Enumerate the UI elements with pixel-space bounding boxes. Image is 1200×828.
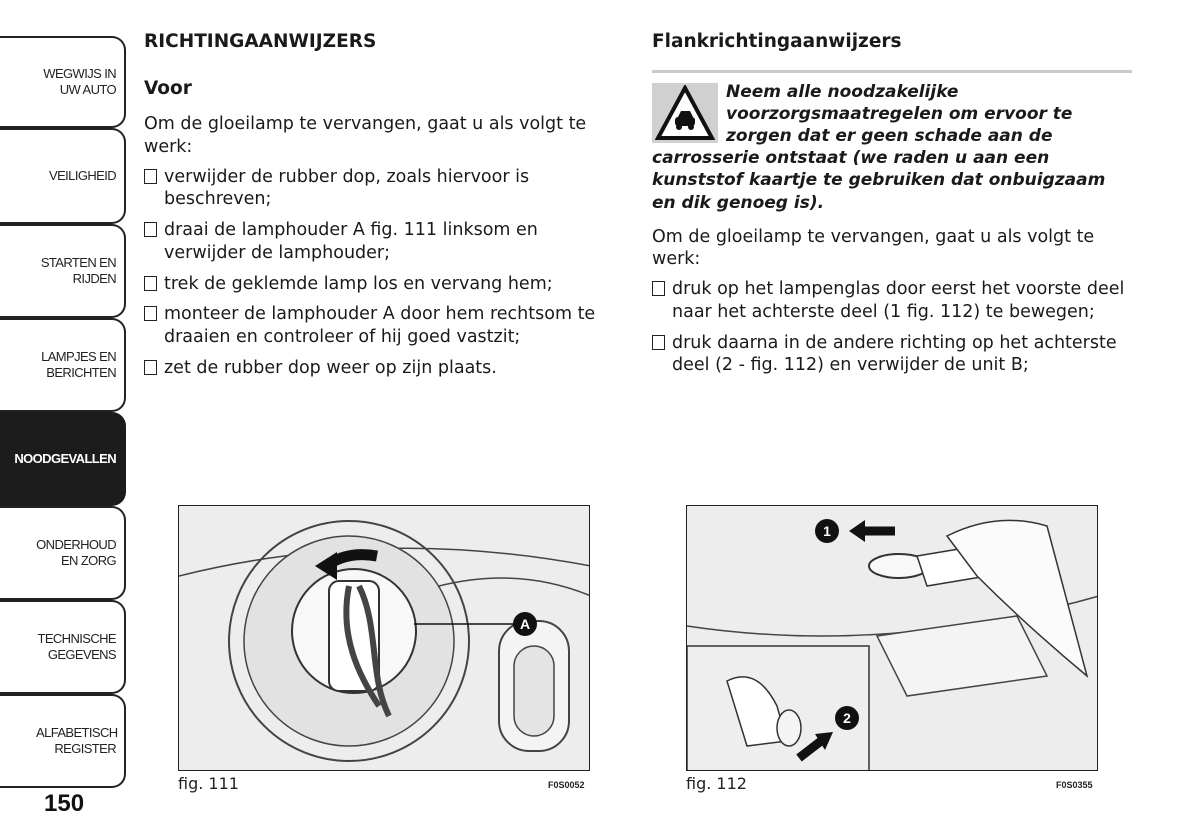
checkbox-bullet-icon: [144, 276, 157, 291]
section-title: RICHTINGAANWIJZERS: [144, 31, 377, 52]
list-item: druk daarna in de andere richting op het achterste deel (2 - fig. 112) en verwijder de unit B;: [652, 332, 1132, 378]
tab-lampjes-en-berichten[interactable]: LAMPJES EN BERICHTEN: [0, 318, 126, 412]
checkbox-bullet-icon: [652, 281, 665, 296]
figure-caption: fig. 111: [178, 774, 239, 793]
checkbox-bullet-icon: [144, 222, 157, 237]
tab-starten-en-rijden[interactable]: STARTEN EN RIJDEN: [0, 224, 126, 318]
left-column: [144, 30, 624, 388]
warning-note: Neem alle noodzakelijke voorzorgsmaatregelen om ervoor te zorgen dat er geen schade aan de carrosserie ontstaat (we raden u aan een kunststof kaartje te gebruiken dat onbuigzaam en dik genoeg is).: [652, 82, 1106, 213]
tab-wegwijs-in-uw-auto[interactable]: WEGWIJS IN UW AUTO: [0, 36, 126, 128]
subsection-title: Voor: [144, 78, 192, 100]
figure-code: F0S0355: [1056, 780, 1093, 790]
side-indicator-illustration: [687, 506, 1098, 771]
tab-onderhoud-en-zorg[interactable]: ONDERHOUD EN ZORG: [0, 506, 126, 600]
list-item: zet de rubber dop weer op zijn plaats.: [144, 357, 624, 380]
section-title: Flankrichtingaanwijzers: [652, 31, 902, 52]
checkbox-bullet-icon: [144, 169, 157, 184]
figure-caption: fig. 112: [686, 774, 747, 793]
checkbox-bullet-icon: [144, 306, 157, 321]
right-column: [652, 30, 1132, 385]
intro-paragraph: Om de gloeilamp te vervangen, gaat u als volgt te werk:: [144, 114, 587, 157]
tab-noodgevallen[interactable]: NOODGEVALLEN: [0, 412, 126, 506]
warning-triangle-car-icon: [652, 83, 718, 143]
checkbox-bullet-icon: [652, 335, 665, 350]
divider: [652, 70, 1132, 73]
list-item: monteer de lamphouder A door hem rechtsom te draaien en controleer of hij goed vastzit;: [144, 303, 624, 349]
figure-111: [178, 505, 590, 771]
tab-alfabetisch-register[interactable]: ALFABETISCH REGISTER: [0, 694, 126, 788]
figure-112: [686, 505, 1098, 771]
list-item: trek de geklemde lamp los en vervang hem;: [144, 273, 624, 296]
list-item: verwijder de rubber dop, zoals hiervoor is beschreven;: [144, 166, 624, 212]
list-item: draai de lamphouder A fig. 111 linksom en verwijder de lamphouder;: [144, 219, 624, 265]
page-number: 150: [44, 790, 85, 817]
tab-veiligheid[interactable]: VEILIGHEID: [0, 128, 126, 224]
figure-code: F0S0052: [548, 780, 585, 790]
label-a: A: [519, 616, 531, 632]
list-item: druk op het lampenglas door eerst het voorste deel naar het achterste deel (1 fig. 112) te bewegen;: [652, 278, 1132, 324]
checkbox-bullet-icon: [144, 360, 157, 375]
lamp-holder-illustration: [179, 506, 590, 771]
label-2: 2: [843, 710, 851, 726]
label-1: 1: [823, 523, 831, 539]
tab-technische-gegevens[interactable]: TECHNISCHE GEGEVENS: [0, 600, 126, 694]
intro-paragraph: Om de gloeilamp te vervangen, gaat u als volgt te werk:: [652, 226, 1095, 270]
